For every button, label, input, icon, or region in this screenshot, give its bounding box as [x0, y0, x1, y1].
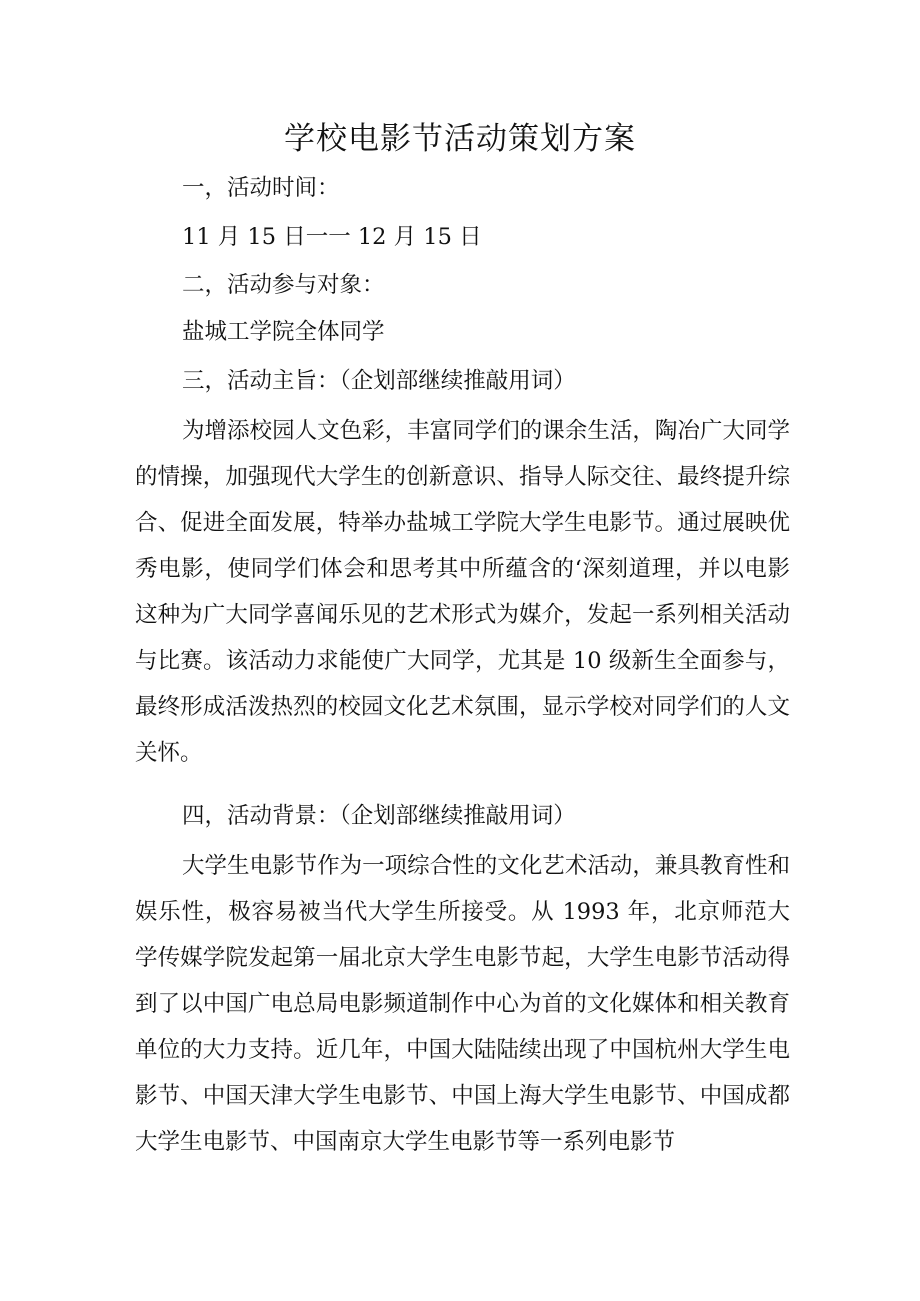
document-title: 学校电影节活动策划方案: [284, 121, 636, 157]
section-time-value: 11 月 15 日一一 12 月 15 日: [182, 224, 482, 250]
section-time-heading: 一，活动时间：: [182, 175, 340, 201]
section-background-body: 大学生电影节作为一项综合性的文化艺术活动，兼具教育性和娱乐性，极容易被当代大学生所接受。从 1993 年，北京师范大学传媒学院发起第一届北京大学生电影节起，大学生电影节活动得到了以中国广电总局电影频道制作中心为首的文化媒体和相关教育单位的大力支持。近几年，中国大陆陆续出现了中国杭州大学生电影节、中国天津大学生电影节、中国上海大学生电影节、中国成都大学生电影节、中国南京大学生电影节等一系列电影节: [135, 853, 790, 1155]
section-background-heading: 四，活动背景：（企划部继续推敲用词）: [182, 803, 576, 829]
section-audience-heading: 二，活动参与对象：: [182, 272, 385, 298]
section-audience-value: 盐城工学院全体同学: [182, 319, 385, 345]
section-purpose-heading: 三，活动主旨：（企划部继续推敲用词）: [182, 368, 576, 394]
section-purpose-body: 为增添校园人文色彩，丰富同学们的课余生活，陶冶广大同学的情操，加强现代大学生的创新意识、指导人际交往、最终提升综合、促进全面发展，特举办盐城工学院大学生电影节。通过展映优秀电影，使同学们体会和思考其中所蕴含的‘深刻道理，并以电影这种为广大同学喜闻乐见的艺术形式为媒介，发起一系列相关活动与比赛。该活动力求能使广大同学，尤其是 10 级新生全面参与，最终形成活泼热烈的校园文化艺术氛围，显示学校对同学们的人文关怀。: [135, 418, 790, 766]
